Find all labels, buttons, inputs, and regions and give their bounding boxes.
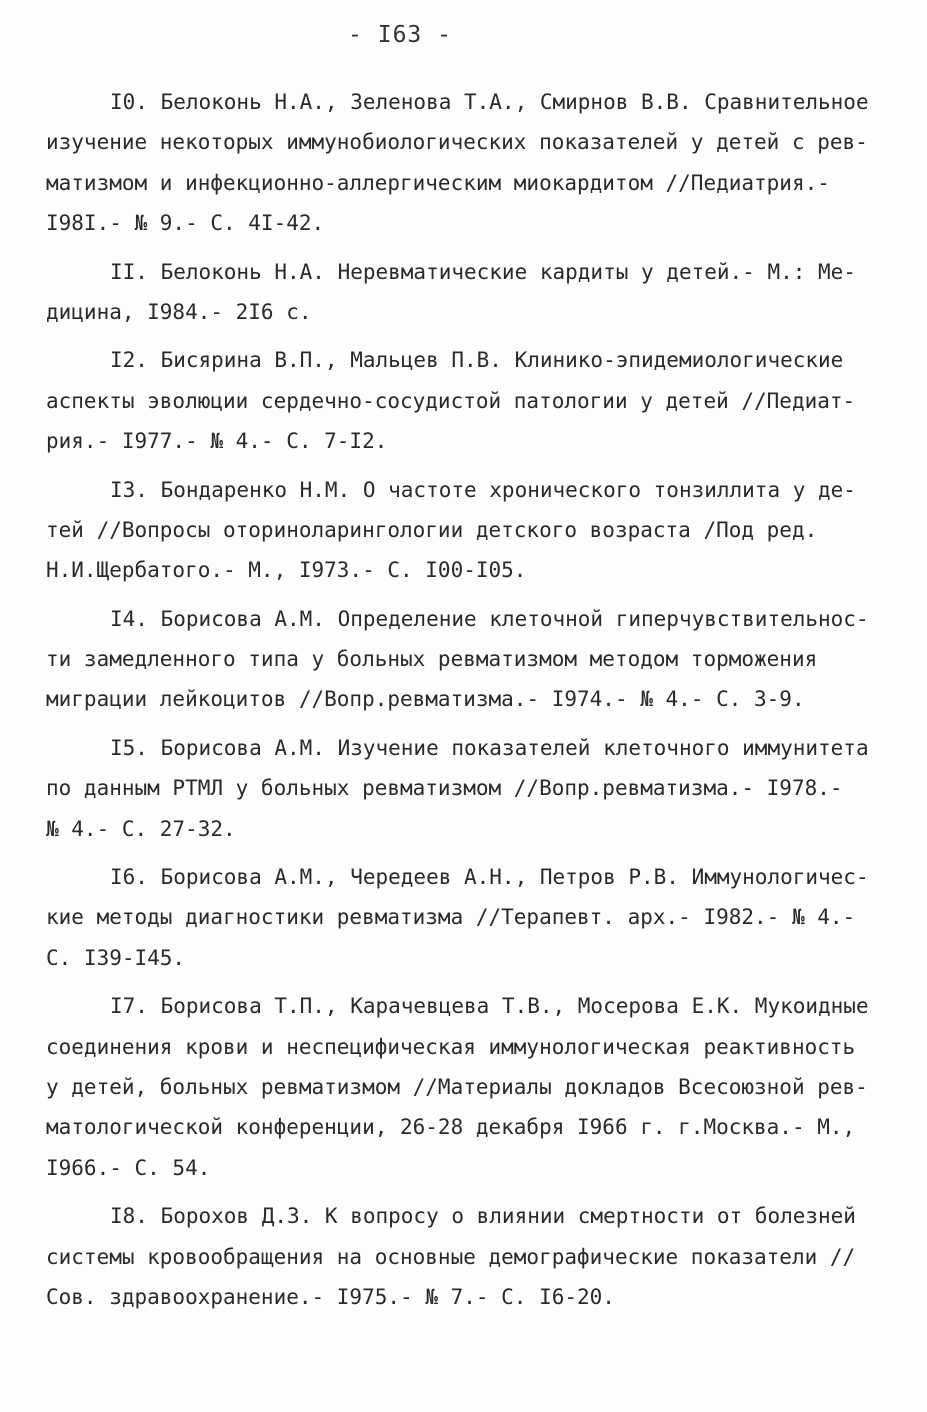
reference-line: соединения крови и неспецифическая иммунологическая реактивность <box>46 1034 856 1059</box>
reference-list <box>46 82 888 1325</box>
reference-line: дицина, I984.- 2I6 с. <box>46 299 312 324</box>
reference-line: системы кровообращения на основные демографические показатели // <box>46 1244 856 1269</box>
reference-entry <box>46 340 888 461</box>
reference-line: С. I39-I45. <box>46 945 186 970</box>
reference-entry <box>46 82 888 244</box>
reference-line: I8. Борохов Д.З. К вопросу о влиянии смертности от болезней <box>110 1204 856 1229</box>
reference-line: I966.- С. 54. <box>46 1155 211 1180</box>
reference-entry <box>46 1196 888 1317</box>
reference-line: I7. Борисова Т.П., Карачевцева Т.В., Мосерова Е.К. Мукоидные <box>110 994 869 1019</box>
reference-line: I98I.- № 9.- С. 4I-42. <box>46 211 325 236</box>
reference-line: рия.- I977.- № 4.- С. 7-I2. <box>46 429 388 454</box>
reference-line: I3. Бондаренко Н.М. О частоте хронического тонзиллита у де- <box>110 477 856 502</box>
reference-line: аспекты эволюции сердечно-сосудистой патологии у детей //Педиат- <box>46 388 856 413</box>
reference-line: матологической конференции, 26-28 декабря I966 г. г.Москва.- М., <box>46 1115 856 1140</box>
reference-entry <box>46 728 888 849</box>
reference-line: кие методы диагностики ревматизма //Терапевт. арх.- I982.- № 4.- <box>46 905 856 930</box>
reference-entry <box>46 252 888 333</box>
reference-entry <box>46 599 888 720</box>
reference-line: тей //Вопросы оториноларингологии детского возраста /Под ред. <box>46 517 818 542</box>
page-number: - I63 - <box>348 22 452 48</box>
reference-entry <box>46 470 888 591</box>
reference-line: II. Белоконь Н.А. Неревматические кардиты у детей.- М.: Ме- <box>110 259 856 284</box>
reference-line: № 4.- С. 27-32. <box>46 816 236 841</box>
reference-line: I4. Борисова А.М. Определение клеточной гиперчувствительнос- <box>110 606 869 631</box>
reference-line: миграции лейкоцитов //Вопр.ревматизма.- I974.- № 4.- С. 3-9. <box>46 687 805 712</box>
reference-line: ти замедленного типа у больных ревматизмом методом торможения <box>46 647 818 672</box>
reference-line: по данным РТМЛ у больных ревматизмом //Вопр.ревматизма.- I978.- <box>46 776 843 801</box>
reference-line: Н.И.Щербатого.- М., I973.- С. I00-I05. <box>46 558 527 583</box>
reference-line: I2. Бисярина В.П., Мальцев П.В. Клинико-эпидемиологические <box>110 348 844 373</box>
reference-line: I6. Борисова А.М., Чередеев А.Н., Петров Р.В. Иммунологичес- <box>110 865 869 890</box>
reference-entry <box>46 986 888 1188</box>
reference-line: матизмом и инфекционно-аллергическим миокардитом //Педиатрия.- <box>46 170 830 195</box>
reference-line: у детей, больных ревматизмом //Материалы докладов Всесоюзной рев- <box>46 1074 868 1099</box>
reference-entry <box>46 857 888 978</box>
reference-line: I5. Борисова А.М. Изучение показателей клеточного иммунитета <box>110 735 869 760</box>
reference-line: I0. Белоконь Н.А., Зеленова Т.А., Смирнов В.В. Сравнительное <box>110 90 869 114</box>
reference-line: изучение некоторых иммунобиологических показателей у детей с рев- <box>46 130 868 155</box>
reference-line: Сов. здравоохранение.- I975.- № 7.- С. I6-20. <box>46 1284 615 1309</box>
